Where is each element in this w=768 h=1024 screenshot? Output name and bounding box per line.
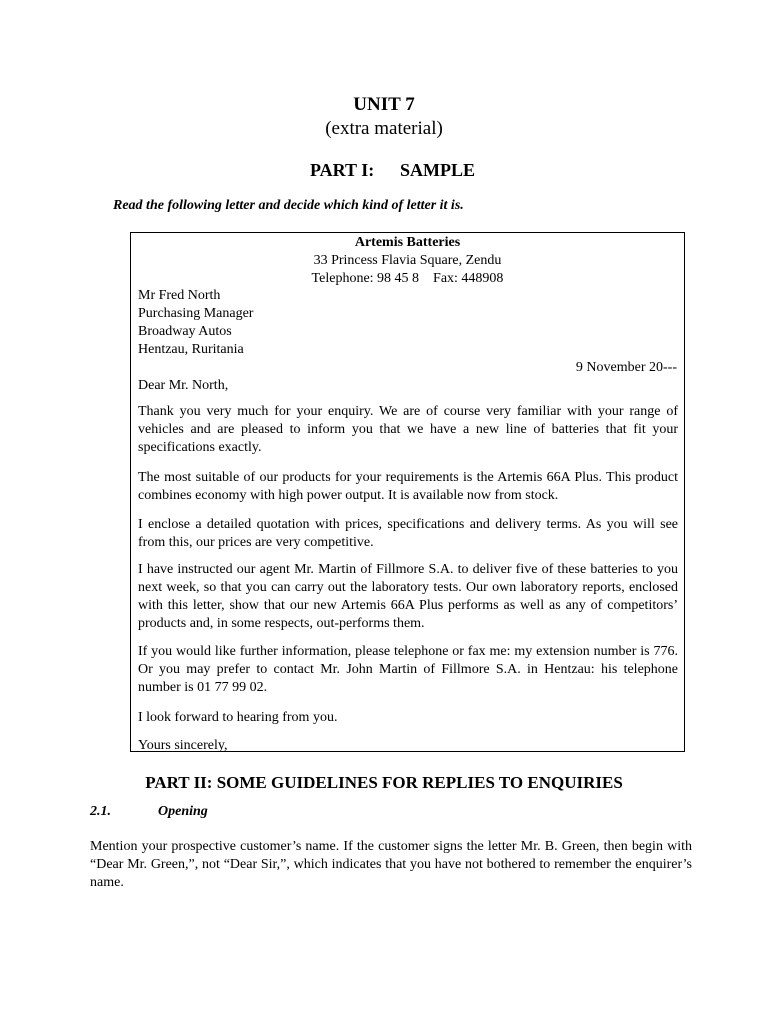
- section-heading: [0, 803, 768, 821]
- letter-paragraph: I enclose a detailed quotation with prices, specifications and delivery terms. As you will see from this, our prices are very competitive.: [138, 517, 678, 550]
- letter-paragraph: The most suitable of our products for your requirements is the Artemis 66A Plus. This product combines economy with high power output. It is available now from stock.: [138, 470, 678, 503]
- part2-heading: PART II: SOME GUIDELINES FOR REPLIES TO ENQUIRIES: [145, 773, 623, 792]
- recipient-line: Mr Fred North: [138, 288, 221, 303]
- section-title: Opening: [158, 804, 208, 819]
- letterhead-company: Artemis Batteries: [354, 235, 461, 250]
- letter-paragraph: I have instructed our agent Mr. Martin of Fillmore S.A. to deliver five of these batteries to you next week, so that you can carry out the laboratory tests. Our own laboratory reports, enclosed with this letter, show that our new Artemis 66A Plus performs as well as any of competitors’ products and, in some respects, out-performs them.: [138, 562, 678, 631]
- recipient-line: Purchasing Manager: [138, 306, 254, 321]
- instruction-text: Read the following letter and decide which kind of letter it is.: [113, 198, 464, 213]
- recipient-line: Hentzau, Ruritania: [138, 342, 244, 357]
- part1-name: SAMPLE: [400, 160, 476, 180]
- letter-date: 9 November 20---: [575, 360, 677, 375]
- letter-paragraph: If you would like further information, please telephone or fax me: my extension number is 776. Or you may prefer to contact Mr. John Martin of Fillmore S.A. in Hentzau: his telephone number is 01 77 99 02.: [138, 644, 678, 695]
- letterhead-fax: Fax: 448908: [433, 271, 504, 286]
- part1-heading: [0, 159, 768, 181]
- sample-letter-box: [130, 232, 685, 752]
- letter-salutation: Dear Mr. North,: [138, 378, 229, 393]
- letterhead-address: 33 Princess Flavia Square, Zendu: [313, 253, 502, 268]
- section-body-text: Mention your prospective customer’s name. If the customer signs the letter Mr. B. Green, then begin with “Dear Mr. Green,”, not “Dear Sir,”, which indicates that you have not bothered to remember the enquirer’s name.: [90, 839, 692, 890]
- part1-number: PART I:: [310, 160, 375, 180]
- section-number: 2.1.: [90, 804, 111, 819]
- unit-title: UNIT 7: [353, 94, 415, 115]
- letter-paragraph: Thank you very much for your enquiry. We are of course very familiar with your range of vehicles and are pleased to inform you that we have a new line of batteries that fit your specifications exactly.: [138, 404, 678, 455]
- letter-paragraph: I look forward to hearing from you.: [138, 710, 338, 725]
- recipient-address: [138, 287, 253, 359]
- letterhead-contact: [131, 270, 684, 288]
- letter-closing: Yours sincerely,: [138, 738, 228, 753]
- recipient-line: Broadway Autos: [138, 324, 232, 339]
- unit-subtitle: (extra material): [325, 118, 443, 139]
- letterhead-telephone: Telephone: 98 45 8: [311, 271, 420, 286]
